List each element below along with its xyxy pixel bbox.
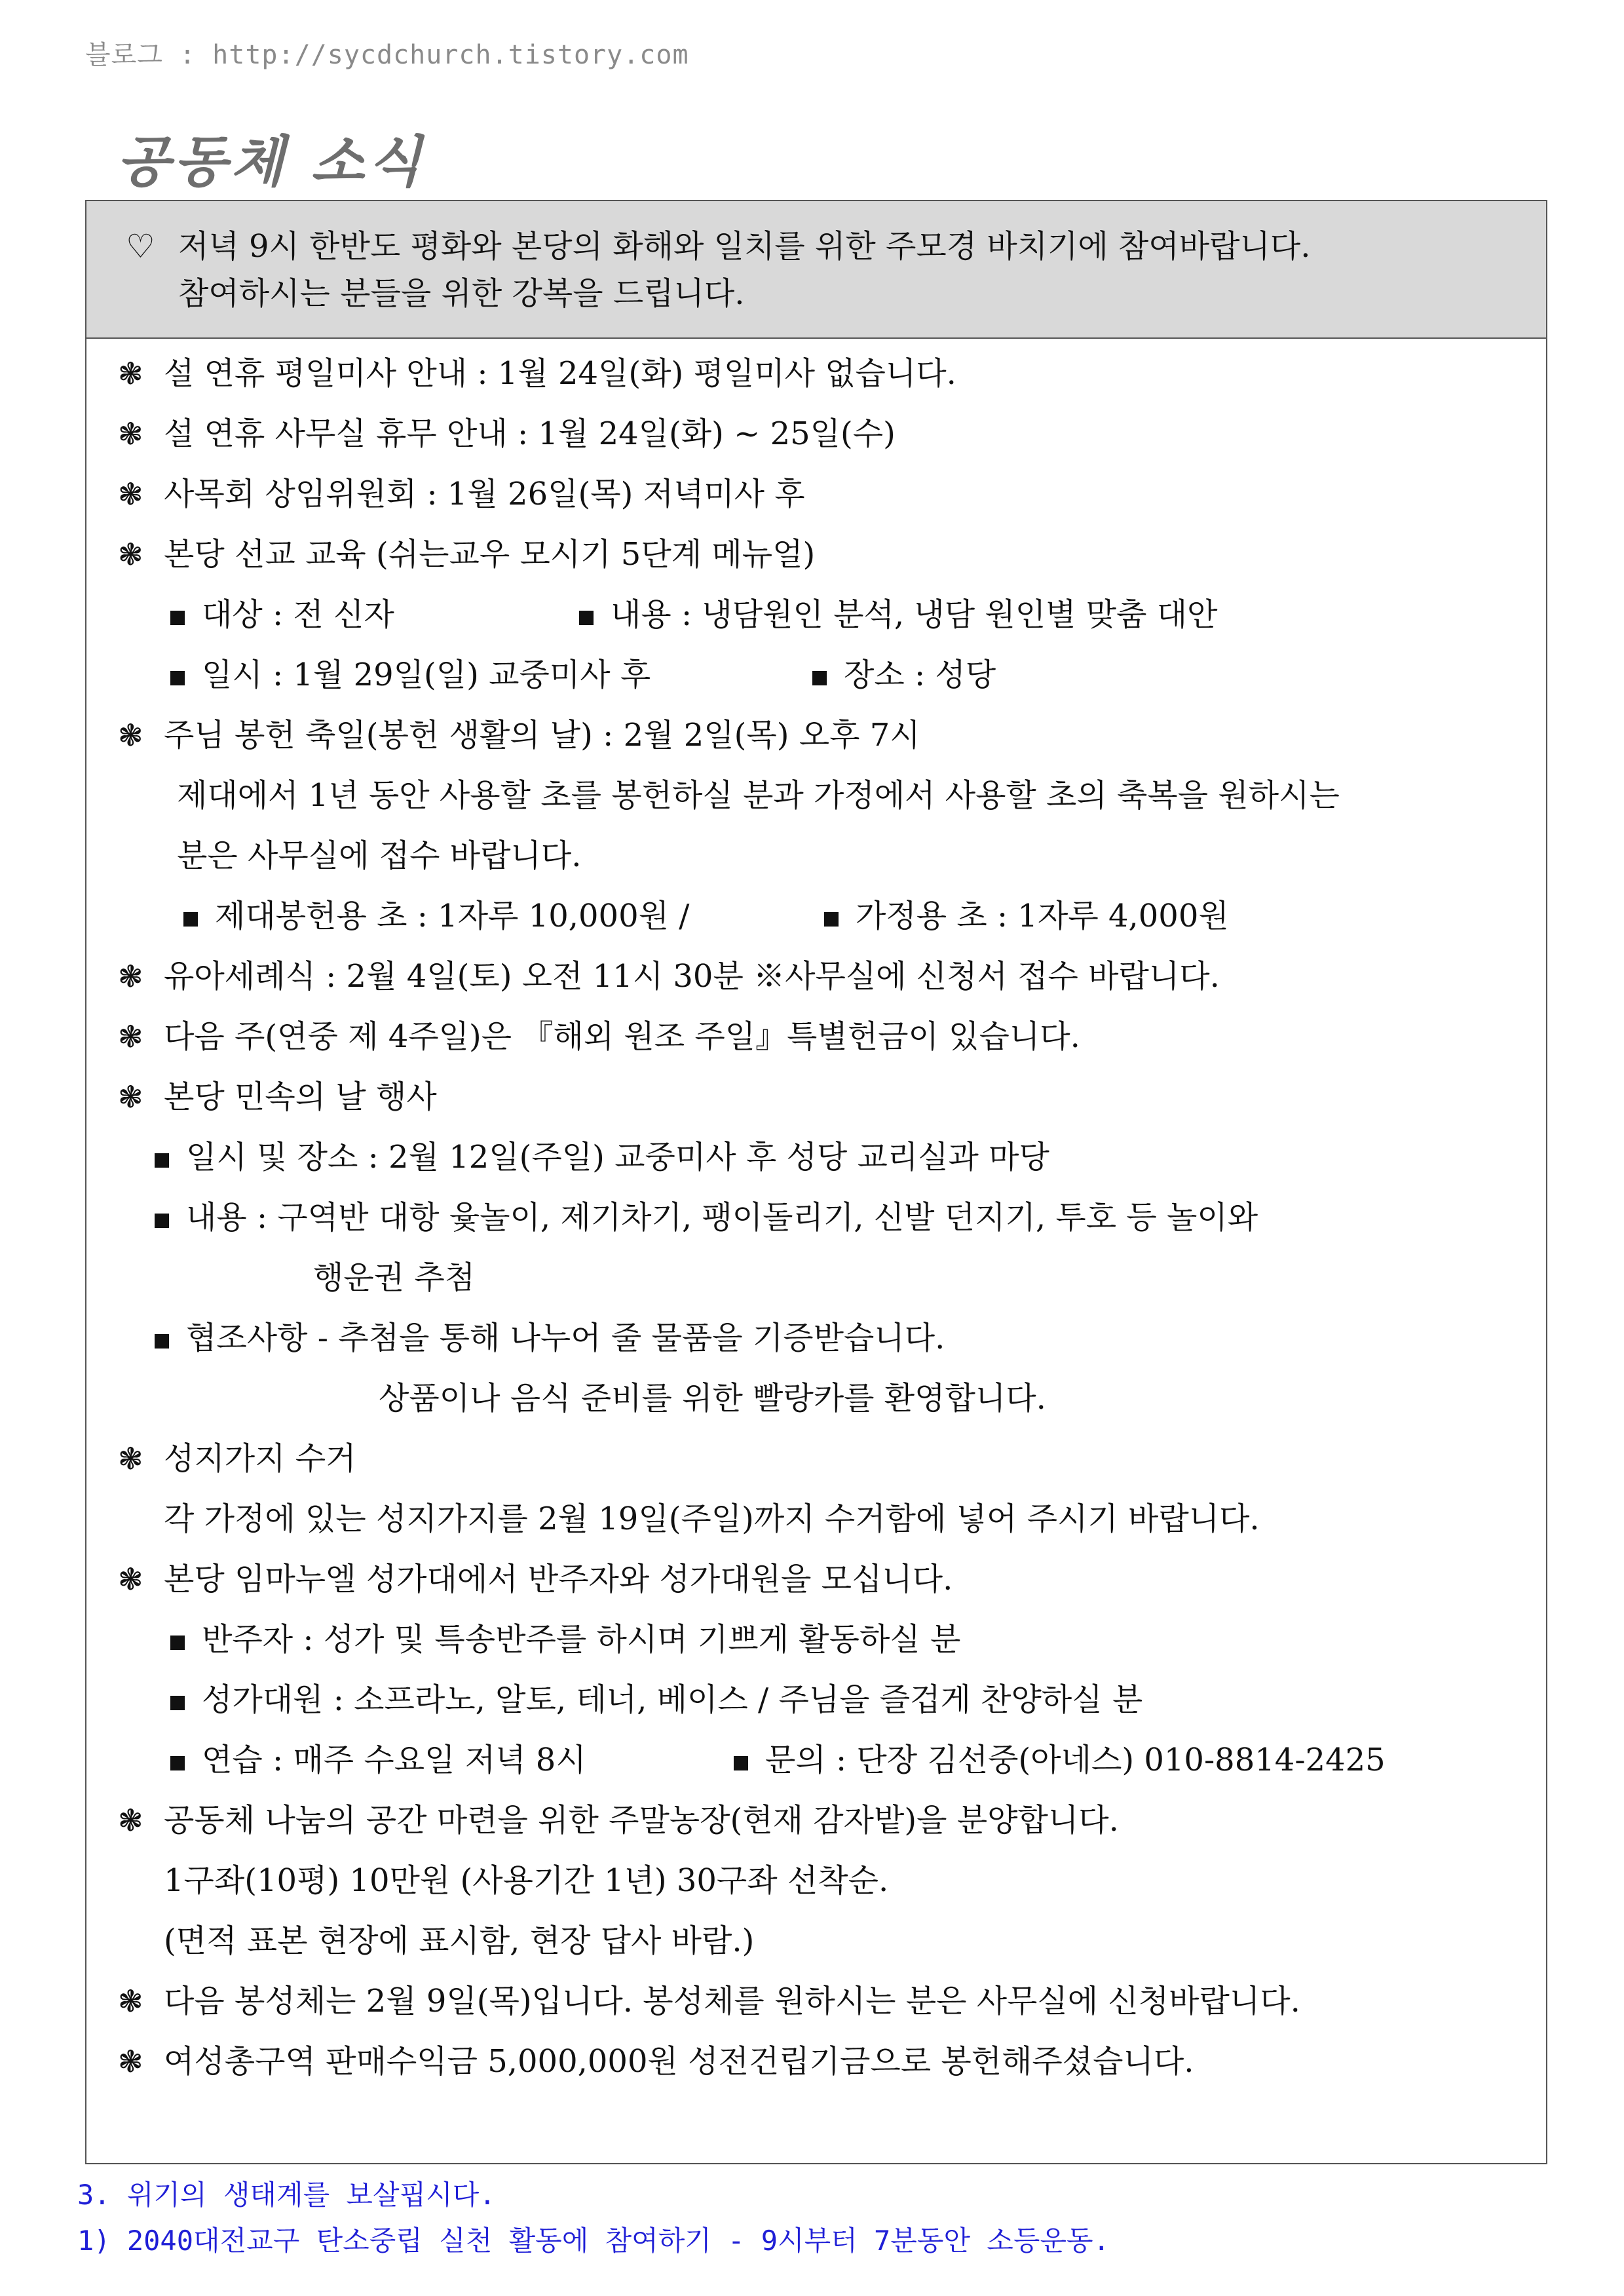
header-line-2: 참여하시는 분들을 위한 강복을 드립니다. [178,275,745,312]
folk-day-content: 내용 : 구역반 대항 윷놀이, 제기차기, 팽이돌리기, 신발 던지기, 투호 등 놀이와 [186,1199,1258,1236]
heart-icon: ♡ [126,227,155,265]
presentation-feast-line-3: 분은 사무실에 접수 바랍니다. [177,837,582,874]
education-content: 내용 : 냉담원인 분석, 냉담 원인별 맞춤 대안 [611,596,1218,633]
footer-line-2: 1) 2040대전교구 탄소중립 실천 활동에 참여하기 - 9시부터 7분동안 소등운동. [77,2225,1110,2257]
flower-bullet-icon: ❃ [118,476,143,512]
education-target: 대상 : 전 신자 [202,596,394,633]
flower-bullet-icon: ❃ [118,1983,143,2019]
square-bullet-icon [170,1756,185,1770]
item-presentation-feast: 주님 봉헌 축일(봉헌 생활의 날) : 2월 2일(목) 오후 7시 [164,717,920,754]
square-bullet-icon [170,1636,185,1650]
footer-line-1: 3. 위기의 생태계를 보살핍시다. [77,2179,496,2211]
square-bullet-icon [579,611,594,625]
flower-bullet-icon: ❃ [118,1803,143,1838]
header-line-1: 저녁 9시 한반도 평화와 본당의 화해와 일치를 위한 주모경 바치기에 참여바랍니다. [178,228,1311,265]
square-bullet-icon [824,912,839,927]
square-bullet-icon [170,611,185,625]
item-home-communion: 다음 봉성체는 2월 9일(목)입니다. 봉성체를 원하시는 분은 사무실에 신청바랍니다. [164,1983,1300,2019]
item-holiday-mass: 설 연휴 평일미사 안내 : 1월 24일(화) 평일미사 없습니다. [164,355,956,392]
weekend-farm-line-2: 1구좌(10평) 10만원 (사용기간 1년) 30구좌 선착순. [164,1862,889,1899]
item-women-donation: 여성총구역 판매수익금 5,000,000원 성전건립기금으로 봉헌해주셨습니다. [164,2043,1194,2080]
square-bullet-icon [155,1153,169,1168]
item-overseas-aid: 다음 주(연중 제 4주일)은 『해외 원조 주일』특별헌금이 있습니다. [164,1018,1080,1055]
flower-bullet-icon: ❃ [118,1441,143,1476]
palm-collection-line-2: 각 가정에 있는 성지가지를 2월 19일(주일)까지 수거함에 넣어 주시기 바랍니다. [164,1501,1260,1537]
item-infant-baptism: 유아세례식 : 2월 4일(토) 오전 11시 30분 ※사무실에 신청서 접수 바랍니다. [164,958,1220,995]
item-office-closed: 설 연휴 사무실 휴무 안내 : 1월 24일(화) ~ 25일(수) [164,415,896,452]
folk-day-content-2: 행운권 추첨 [313,1259,476,1296]
flower-bullet-icon: ❃ [118,959,143,994]
choir-practice: 연습 : 매주 수요일 저녁 8시 [202,1742,586,1778]
choir-contact: 문의 : 단장 김선중(아네스) 010-8814-2425 [765,1742,1386,1778]
flower-bullet-icon: ❃ [118,718,143,753]
notice-header [86,201,1546,339]
square-bullet-icon [183,912,198,927]
folk-day-cooperation: 협조사항 - 추첨을 통해 나누어 줄 물품을 기증받습니다. [186,1320,945,1356]
news-box [85,200,1547,2164]
blog-address: 블로그 : http://sycdchurch.tistory.com [85,40,689,70]
education-place: 장소 : 성당 [844,657,996,693]
flower-bullet-icon: ❃ [118,356,143,391]
education-date: 일시 : 1월 29일(일) 교중미사 후 [202,657,651,693]
flower-bullet-icon: ❃ [118,537,143,572]
square-bullet-icon [155,1334,169,1349]
square-bullet-icon [155,1214,169,1228]
altar-candle-price: 제대봉헌용 초 : 1자루 10,000원 / [215,898,690,934]
flower-bullet-icon: ❃ [118,1019,143,1054]
flower-bullet-icon: ❃ [118,1561,143,1597]
flower-bullet-icon: ❃ [118,416,143,451]
item-folk-day: 본당 민속의 날 행사 [164,1079,437,1115]
item-palm-collection: 성지가지 수거 [164,1440,356,1477]
square-bullet-icon [734,1756,748,1770]
weekend-farm-line-3: (면적 표본 현장에 표시함, 현장 답사 바람.) [164,1923,755,1959]
page-title: 공동체 소식 [117,130,425,194]
flower-bullet-icon: ❃ [118,2044,143,2079]
presentation-feast-line-2: 제대에서 1년 동안 사용할 초를 봉헌하실 분과 가정에서 사용할 초의 축복을 원하시는 [177,777,1340,814]
square-bullet-icon [170,1696,185,1710]
choir-accompanist: 반주자 : 성가 및 특송반주를 하시며 기쁘게 활동하실 분 [202,1621,961,1658]
item-mission-education: 본당 선교 교육 (쉬는교우 모시기 5단계 메뉴얼) [164,536,816,573]
folk-day-date: 일시 및 장소 : 2월 12일(주일) 교중미사 후 성당 교리실과 마당 [186,1139,1049,1176]
folk-day-cooperation-2: 상품이나 음식 준비를 위한 빨랑카를 환영합니다. [379,1380,1046,1417]
choir-members: 성가대원 : 소프라노, 알토, 테너, 베이스 / 주님을 즐겁게 찬양하실 분 [202,1681,1143,1718]
item-committee: 사목회 상임위원회 : 1월 26일(목) 저녁미사 후 [164,476,805,512]
flower-bullet-icon: ❃ [118,1079,143,1115]
item-weekend-farm: 공동체 나눔의 공간 마련을 위한 주말농장(현재 감자밭)을 분양합니다. [164,1802,1119,1839]
home-candle-price: 가정용 초 : 1자루 4,000원 [856,898,1229,934]
item-choir-recruit: 본당 임마누엘 성가대에서 반주자와 성가대원을 모십니다. [164,1561,953,1598]
square-bullet-icon [170,671,185,685]
square-bullet-icon [812,671,827,685]
